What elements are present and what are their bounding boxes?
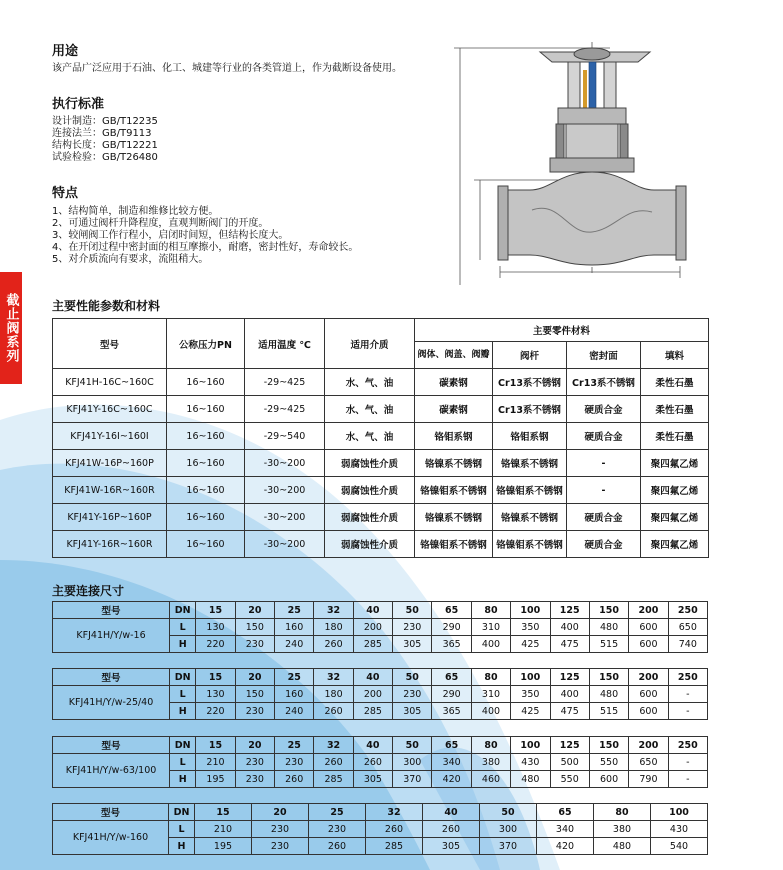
dimension-cell: 425	[511, 636, 550, 653]
dimension-model-name: KFJ41H/Y/w-160	[53, 821, 169, 855]
dimension-cell: 475	[550, 636, 589, 653]
dimension-cell: 25	[275, 669, 314, 686]
dimension-cell: 600	[629, 636, 668, 653]
dimension-cell: 260	[314, 703, 353, 720]
dimension-cell: 50	[480, 804, 537, 821]
material-cell: -29~540	[245, 423, 325, 450]
dimension-row-label: DN	[170, 669, 196, 686]
material-cell: 硬质合金	[567, 423, 641, 450]
dimension-model-name: KFJ41H/Y/w-25/40	[53, 686, 170, 720]
dimension-cell: 195	[196, 771, 235, 788]
dimension-cell: 40	[353, 669, 392, 686]
dimension-cell: 250	[668, 669, 707, 686]
dimension-cell: 40	[423, 804, 480, 821]
dimension-cell: 400	[550, 686, 589, 703]
material-cell: Cr13系不锈钢	[567, 369, 641, 396]
material-cell: 碳素钢	[415, 369, 493, 396]
dimension-cell: 150	[235, 686, 274, 703]
dimension-cell: 150	[589, 737, 628, 754]
dimension-cell: 300	[393, 754, 432, 771]
material-cell: 聚四氟乙烯	[641, 504, 709, 531]
dimension-cell: 230	[235, 636, 274, 653]
dimension-table	[52, 668, 708, 720]
material-cell: 铬钼系钢	[415, 423, 493, 450]
dimension-cell: 300	[480, 821, 537, 838]
material-cell: KFJ41Y-16C~160C	[53, 396, 167, 423]
material-cell: 16~160	[167, 369, 245, 396]
dimension-cell: 260	[275, 771, 314, 788]
features-heading: 特点	[52, 186, 79, 201]
dimension-cell: 400	[471, 703, 510, 720]
material-cell: 硬质合金	[567, 396, 641, 423]
dimension-cell: 130	[196, 686, 235, 703]
side-tab-label: 截止阀系列	[3, 293, 19, 363]
dimension-cell: 550	[589, 754, 628, 771]
dimension-row-label: L	[170, 686, 196, 703]
dimension-cell: 40	[353, 737, 392, 754]
dimension-cell: 210	[196, 754, 235, 771]
dimension-cell: 200	[629, 737, 668, 754]
standard-line: 结构长度：GB/T12221	[52, 140, 158, 151]
dimension-row-label: L	[170, 619, 196, 636]
dimension-cell: 475	[550, 703, 589, 720]
dimension-cell: 240	[275, 636, 314, 653]
material-row	[53, 531, 709, 558]
dimension-cell: 285	[314, 771, 353, 788]
dimensions-heading: 主要连接尺寸	[52, 584, 125, 598]
dimension-cell: 200	[353, 686, 392, 703]
dimension-cell: 420	[432, 771, 471, 788]
feature-line: 3、较闸阀工作行程小，启闭时间短，但结构长度大。	[52, 230, 289, 241]
material-cell: -29~425	[245, 369, 325, 396]
dimension-cell: -	[668, 686, 707, 703]
dimension-table	[52, 601, 708, 653]
dimension-cell: 220	[196, 636, 235, 653]
dimension-cell: 150	[235, 619, 274, 636]
feature-line: 5、对介质流向有要求，流阻稍大。	[52, 254, 209, 265]
header-parts: 主要零件材料	[415, 319, 709, 342]
header-model: 型号	[53, 319, 167, 369]
dimension-cell: 480	[511, 771, 550, 788]
dimension-row-label: DN	[169, 804, 195, 821]
dimension-cell: 305	[393, 636, 432, 653]
dimension-cell: 515	[589, 636, 628, 653]
material-row	[53, 423, 709, 450]
material-cell: 聚四氟乙烯	[641, 450, 709, 477]
material-cell: 柔性石墨	[641, 369, 709, 396]
dimension-cell: 100	[511, 602, 550, 619]
dimension-cell: 80	[594, 804, 651, 821]
dimension-cell: 260	[309, 838, 366, 855]
dimension-cell: 100	[511, 737, 550, 754]
dimension-row	[53, 669, 708, 686]
dimension-cell: 230	[252, 821, 309, 838]
material-cell: 铬镍系不锈钢	[493, 504, 567, 531]
material-cell: KFJ41Y-16I~160I	[53, 423, 167, 450]
dimension-cell: 285	[353, 703, 392, 720]
header-medium: 适用介质	[325, 319, 415, 369]
dimension-row-label: DN	[170, 737, 196, 754]
dimension-cell: 310	[471, 686, 510, 703]
dimension-row	[53, 686, 708, 703]
dimension-cell: 370	[393, 771, 432, 788]
dimension-cell: 150	[589, 669, 628, 686]
material-cell: 16~160	[167, 423, 245, 450]
dimension-cell: 20	[235, 737, 274, 754]
dimension-cell: 260	[366, 821, 423, 838]
dimension-row-label: H	[170, 771, 196, 788]
material-cell: 聚四氟乙烯	[641, 531, 709, 558]
dimension-cell: 260	[314, 754, 353, 771]
dimension-cell: -	[668, 754, 707, 771]
dimension-cell: 80	[471, 602, 510, 619]
dimension-cell: 100	[511, 669, 550, 686]
dimension-cell: 230	[235, 771, 274, 788]
standard-line: 试验检验：GB/T26480	[52, 152, 158, 163]
material-cell: 碳素钢	[415, 396, 493, 423]
material-cell: 铬镍系不锈钢	[415, 504, 493, 531]
material-cell: 硬质合金	[567, 504, 641, 531]
header-body: 阀体、阀盖、阀瓣	[415, 342, 493, 369]
dimension-cell: 65	[432, 669, 471, 686]
dimension-cell: 32	[314, 669, 353, 686]
dimension-cell: 350	[511, 686, 550, 703]
dimension-cell: 32	[314, 602, 353, 619]
dimension-cell: 500	[550, 754, 589, 771]
header-packing: 填料	[641, 342, 709, 369]
dimension-table	[52, 803, 708, 855]
material-cell: 铬镍系不锈钢	[415, 450, 493, 477]
dimension-cell: 480	[589, 686, 628, 703]
side-category-tab	[0, 272, 22, 384]
dimension-row	[53, 821, 708, 838]
dimension-model-name: KFJ41H/Y/w-16	[53, 619, 170, 653]
dimension-cell: 230	[393, 686, 432, 703]
header-temp: 适用温度 ℃	[245, 319, 325, 369]
dimension-row-label: H	[170, 636, 196, 653]
dimension-cell: 600	[629, 686, 668, 703]
dimension-cell: 290	[432, 686, 471, 703]
feature-line: 4、在开闭过程中密封面的相互摩擦小，耐磨，密封性好，寿命较长。	[52, 242, 359, 253]
dimension-cell: 32	[314, 737, 353, 754]
dimension-cell: 160	[275, 619, 314, 636]
dimension-cell: 100	[651, 804, 708, 821]
dimension-cell: 130	[196, 619, 235, 636]
dimension-cell: 480	[589, 619, 628, 636]
material-cell: 水、气、油	[325, 396, 415, 423]
material-row	[53, 504, 709, 531]
material-cell: KFJ41H-16C~160C	[53, 369, 167, 396]
dimension-cell: 650	[668, 619, 707, 636]
material-cell: 铬钼系钢	[493, 423, 567, 450]
material-cell: -30~200	[245, 531, 325, 558]
material-cell: KFJ41Y-16P~160P	[53, 504, 167, 531]
dimension-cell: 180	[314, 619, 353, 636]
dimension-row	[53, 737, 708, 754]
dimension-model-name: KFJ41H/Y/w-63/100	[53, 754, 170, 788]
material-cell: -30~200	[245, 504, 325, 531]
header-seal: 密封面	[567, 342, 641, 369]
dimension-cell: 365	[432, 636, 471, 653]
dimension-cell: 65	[432, 602, 471, 619]
dimension-row	[53, 754, 708, 771]
dimension-cell: 200	[353, 619, 392, 636]
material-cell: 柔性石墨	[641, 396, 709, 423]
dimension-cell: 125	[550, 669, 589, 686]
dimension-cell: 65	[537, 804, 594, 821]
material-cell: 16~160	[167, 477, 245, 504]
dimension-row	[53, 804, 708, 821]
material-row	[53, 450, 709, 477]
material-cell: KFJ41W-16P~160P	[53, 450, 167, 477]
dimension-cell: 380	[471, 754, 510, 771]
dimension-cell: 25	[275, 737, 314, 754]
dimension-cell: 15	[196, 669, 235, 686]
feature-line: 2、可通过阀杆升降程度，直观判断阀门的开度。	[52, 218, 269, 229]
dimension-cell: 600	[629, 619, 668, 636]
dimension-cell: 340	[537, 821, 594, 838]
dimension-cell: 310	[471, 619, 510, 636]
dimension-cell: 230	[235, 703, 274, 720]
dimension-model-label: 型号	[53, 737, 170, 754]
dimension-cell: 20	[235, 669, 274, 686]
material-cell: 铬镍钼系不锈钢	[415, 477, 493, 504]
dimension-cell: 15	[195, 804, 252, 821]
dimension-cell: 200	[629, 669, 668, 686]
material-cell: 水、气、油	[325, 369, 415, 396]
dimension-cell: 210	[195, 821, 252, 838]
dimension-cell: 260	[423, 821, 480, 838]
material-row	[53, 396, 709, 423]
dimension-model-label: 型号	[53, 804, 169, 821]
dimension-cell: -	[668, 703, 707, 720]
dimension-row-label: L	[169, 821, 195, 838]
material-cell: -	[567, 477, 641, 504]
material-cell: -30~200	[245, 450, 325, 477]
dimension-cell: 350	[511, 619, 550, 636]
material-cell: 16~160	[167, 504, 245, 531]
dimension-cell: 285	[353, 636, 392, 653]
material-cell: -	[567, 450, 641, 477]
dimension-cell: 230	[252, 838, 309, 855]
standard-line: 设计制造：GB/T12235	[52, 116, 158, 127]
dimension-cell: 50	[393, 737, 432, 754]
material-cell: 弱腐蚀性介质	[325, 531, 415, 558]
dimension-row-label: DN	[170, 602, 196, 619]
dimension-cell: 400	[550, 619, 589, 636]
dimension-cell: 515	[589, 703, 628, 720]
dimension-cell: 285	[366, 838, 423, 855]
dimension-cell: 25	[275, 602, 314, 619]
dimension-cell: 370	[480, 838, 537, 855]
dimension-row-label: H	[169, 838, 195, 855]
dimension-cell: 80	[471, 737, 510, 754]
dimension-cell: 305	[353, 771, 392, 788]
dimension-row-label: H	[170, 703, 196, 720]
material-cell: KFJ41Y-16R~160R	[53, 531, 167, 558]
dimension-cell: 420	[537, 838, 594, 855]
dimension-cell: 380	[594, 821, 651, 838]
dimension-cell: 25	[309, 804, 366, 821]
dimension-cell: 40	[353, 602, 392, 619]
dimension-cell: 650	[629, 754, 668, 771]
dimension-cell: 32	[366, 804, 423, 821]
standard-line: 连接法兰：GB/T9113	[52, 128, 152, 139]
header-pressure: 公称压力PN	[167, 319, 245, 369]
dimension-cell: 460	[471, 771, 510, 788]
dimension-cell: 125	[550, 602, 589, 619]
dimension-cell: 230	[235, 754, 274, 771]
dimension-cell: 20	[235, 602, 274, 619]
material-cell: 柔性石墨	[641, 423, 709, 450]
dimension-row	[53, 602, 708, 619]
material-cell: 硬质合金	[567, 531, 641, 558]
feature-line: 1、结构简单，制造和维修比较方便。	[52, 206, 219, 217]
dimension-cell: 195	[195, 838, 252, 855]
dimension-cell: -	[668, 771, 707, 788]
material-cell: Cr13系不锈钢	[493, 369, 567, 396]
dimension-cell: 200	[629, 602, 668, 619]
dimension-row	[53, 619, 708, 636]
dimension-cell: 230	[309, 821, 366, 838]
material-cell: 16~160	[167, 450, 245, 477]
dimension-cell: 50	[393, 602, 432, 619]
dimension-cell: 290	[432, 619, 471, 636]
dimension-cell: 230	[393, 619, 432, 636]
usage-heading: 用途	[52, 44, 79, 59]
dimension-cell: 600	[629, 703, 668, 720]
dimension-cell: 125	[550, 737, 589, 754]
dimension-cell: 240	[275, 703, 314, 720]
material-cell: 弱腐蚀性介质	[325, 450, 415, 477]
dimension-cell: 20	[252, 804, 309, 821]
header-stem: 阀杆	[493, 342, 567, 369]
dimension-cell: 790	[629, 771, 668, 788]
dimension-cell: 50	[393, 669, 432, 686]
material-cell: 铬镍钼系不锈钢	[415, 531, 493, 558]
dimension-cell: 305	[393, 703, 432, 720]
material-cell: 铬镍钼系不锈钢	[493, 531, 567, 558]
dimension-cell: 150	[589, 602, 628, 619]
material-cell: 铬镍钼系不锈钢	[493, 477, 567, 504]
dimension-cell: 160	[275, 686, 314, 703]
material-cell: 16~160	[167, 396, 245, 423]
dimension-cell: 430	[511, 754, 550, 771]
dimension-cell: 80	[471, 669, 510, 686]
dimension-cell: 425	[511, 703, 550, 720]
dimension-cell: 15	[196, 602, 235, 619]
dimension-cell: 480	[594, 838, 651, 855]
material-cell: 弱腐蚀性介质	[325, 477, 415, 504]
material-cell: KFJ41W-16R~160R	[53, 477, 167, 504]
dimension-table	[52, 736, 708, 788]
dimension-cell: 600	[589, 771, 628, 788]
dimension-cell: 65	[432, 737, 471, 754]
globe-valve-drawing	[440, 40, 715, 290]
standards-heading: 执行标准	[52, 97, 105, 112]
material-row	[53, 369, 709, 396]
dimension-cell: 400	[471, 636, 510, 653]
material-cell: 铬镍系不锈钢	[493, 450, 567, 477]
dimension-cell: 550	[550, 771, 589, 788]
dimension-cell: 180	[314, 686, 353, 703]
dimension-cell: 740	[668, 636, 707, 653]
dimension-cell: 340	[432, 754, 471, 771]
material-cell: 16~160	[167, 531, 245, 558]
material-cell: 弱腐蚀性介质	[325, 504, 415, 531]
materials-table	[52, 318, 709, 558]
dimension-cell: 230	[275, 754, 314, 771]
dimension-model-label: 型号	[53, 669, 170, 686]
dimension-cell: 540	[651, 838, 708, 855]
dimension-cell: 250	[668, 737, 707, 754]
dimension-cell: 430	[651, 821, 708, 838]
dimension-row-label: L	[170, 754, 196, 771]
material-cell: -29~425	[245, 396, 325, 423]
dimension-cell: 260	[353, 754, 392, 771]
dimension-cell: 250	[668, 602, 707, 619]
material-cell: Cr13系不锈钢	[493, 396, 567, 423]
dimension-cell: 220	[196, 703, 235, 720]
dimension-cell: 260	[314, 636, 353, 653]
material-cell: 水、气、油	[325, 423, 415, 450]
dimension-cell: 365	[432, 703, 471, 720]
material-cell: -30~200	[245, 477, 325, 504]
material-row	[53, 477, 709, 504]
dimension-model-label: 型号	[53, 602, 170, 619]
material-cell: 聚四氟乙烯	[641, 477, 709, 504]
dimension-cell: 15	[196, 737, 235, 754]
usage-text: 该产品广泛应用于石油、化工、城建等行业的各类管道上，作为截断设备使用。	[52, 63, 402, 74]
dimension-cell: 305	[423, 838, 480, 855]
materials-heading: 主要性能参数和材料	[52, 299, 161, 313]
